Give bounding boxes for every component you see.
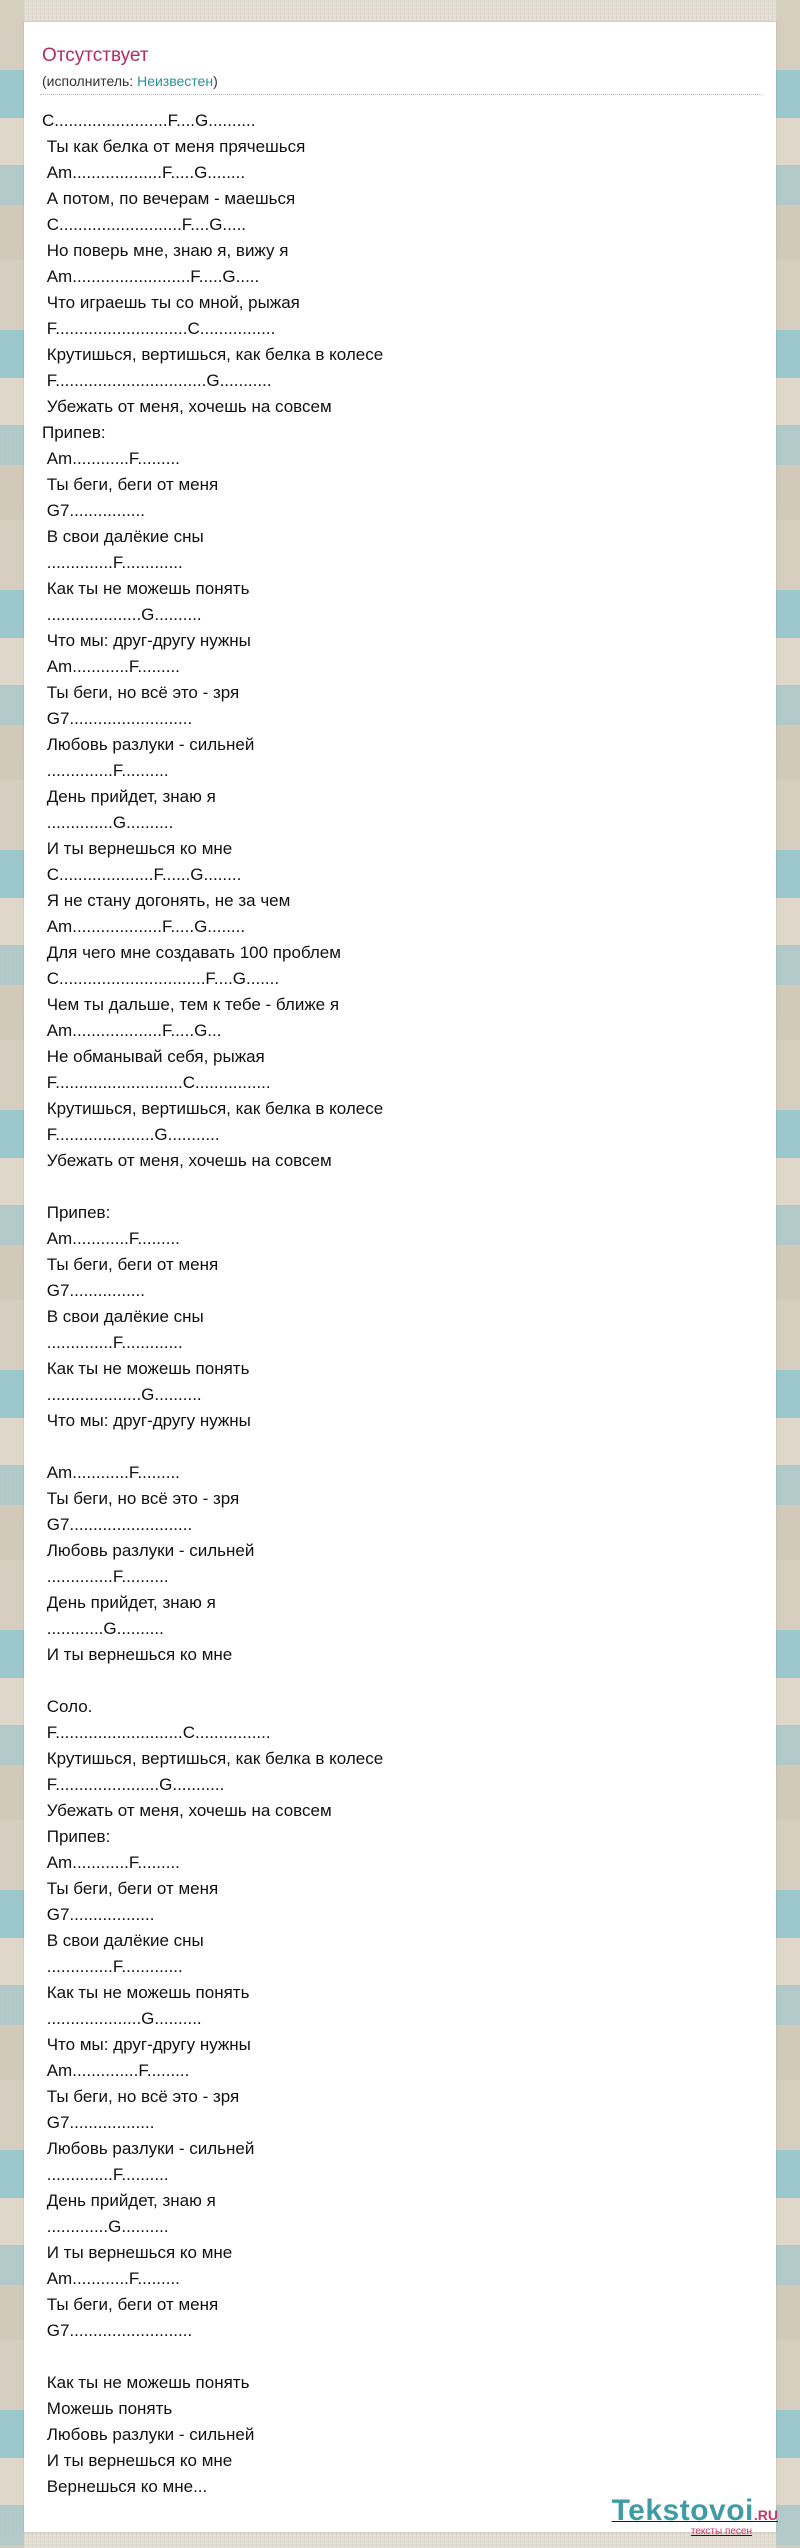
- lyric-line: Как ты не можешь понять: [42, 1359, 250, 1378]
- lyric-line: И ты вернешься ко мне: [42, 839, 233, 858]
- artist-suffix: ): [213, 73, 218, 89]
- lyric-line: Чем ты дальше, тем к тебе - ближе я: [42, 995, 340, 1014]
- lyric-line: ..............G..........: [42, 813, 174, 832]
- lyric-line: А потом, по вечерам - маешься: [42, 189, 296, 208]
- lyric-line: [42, 1434, 742, 1460]
- lyric-line: Любовь разлуки - сильней: [42, 1541, 255, 1560]
- lyric-line: Любовь разлуки - сильней: [42, 2425, 255, 2444]
- lyric-line: G7..........................: [42, 2321, 193, 2340]
- lyric-line: G7..................: [42, 2113, 155, 2132]
- lyric-line: F.....................G...........: [42, 1125, 220, 1144]
- lyric-line: F......................G...........: [42, 1775, 225, 1794]
- site-logo[interactable]: [612, 2496, 778, 2537]
- lyric-line: G7................: [42, 1281, 145, 1300]
- lyric-line: День прийдет, знаю я: [42, 787, 216, 806]
- lyric-line: Аm..............F.........: [42, 2061, 190, 2080]
- lyric-line: Аm...................F.....G........: [42, 917, 246, 936]
- background-stripe-right: [776, 0, 800, 2548]
- lyric-line: Убежать от меня, хочешь на совсем: [42, 397, 332, 416]
- lyric-line: Аm............F.........: [42, 2269, 180, 2288]
- lyric-line: День прийдет, знаю я: [42, 2191, 216, 2210]
- lyric-line: Что мы: друг-другу нужны: [42, 631, 251, 650]
- lyric-line: [42, 1174, 742, 1200]
- lyric-line: Аm............F.........: [42, 1229, 180, 1248]
- lyric-line: Ты беги, но всё это - зря: [42, 2087, 240, 2106]
- title-divider: [40, 94, 762, 95]
- lyric-line: F...........................С................: [42, 1073, 271, 1092]
- lyric-line: F...........................С................: [42, 1723, 271, 1742]
- lyric-line: Что мы: друг-другу нужны: [42, 1411, 251, 1430]
- lyric-line: Любовь разлуки - сильней: [42, 2139, 255, 2158]
- lyric-line: Аm............F.........: [42, 1463, 180, 1482]
- lyric-line: Припев:: [42, 1827, 111, 1846]
- lyric-line: Можешь понять: [42, 2399, 173, 2418]
- lyric-line: G7..........................: [42, 709, 193, 728]
- lyric-line: [42, 1668, 742, 1694]
- song-title: Отсутствует: [42, 45, 149, 66]
- lyric-line: ....................G..........: [42, 2009, 202, 2028]
- lyric-line: Крутишься, вертишься, как белка в колесе: [42, 345, 384, 364]
- lyric-line: Ты как белка от меня прячешься: [42, 137, 306, 156]
- lyric-line: В свои далёкие сны: [42, 1931, 204, 1950]
- lyric-line: Но поверь мне, знаю я, вижу я: [42, 241, 289, 260]
- lyric-line: Что играешь ты со мной, рыжая: [42, 293, 300, 312]
- lyric-line: ..............F.............: [42, 553, 183, 572]
- lyric-line: Не обманывай себя, рыжая: [42, 1047, 265, 1066]
- lyric-line: С........................F....G..........: [42, 111, 256, 130]
- lyric-line: ............G..........: [42, 1619, 164, 1638]
- lyric-line: С....................F......G........: [42, 865, 242, 884]
- lyric-line: Ты беги, но всё это - зря: [42, 1489, 240, 1508]
- lyric-line: Вернешься ко мне...: [42, 2477, 208, 2496]
- artist-prefix: (исполнитель:: [42, 73, 138, 89]
- logo-tld: .RU: [753, 2507, 778, 2523]
- lyric-line: Любовь разлуки - сильней: [42, 735, 255, 754]
- lyric-line: ..............F..........: [42, 2165, 169, 2184]
- lyric-line: Крутишься, вертишься, как белка в колесе: [42, 1749, 384, 1768]
- lyric-line: Ты беги, беги от меня: [42, 475, 219, 494]
- lyric-line: Убежать от меня, хочешь на совсем: [42, 1151, 332, 1170]
- lyric-line: ....................G..........: [42, 1385, 202, 1404]
- lyric-line: G7..........................: [42, 1515, 193, 1534]
- logo-tagline: тексты песен: [690, 2526, 752, 2537]
- lyric-line: Припев:: [42, 1203, 111, 1222]
- lyric-line: Ты беги, беги от меня: [42, 2295, 219, 2314]
- lyric-line: Убежать от меня, хочешь на совсем: [42, 1801, 332, 1820]
- lyric-line: ..............F..........: [42, 761, 169, 780]
- lyric-line: Ты беги, но всё это - зря: [42, 683, 240, 702]
- lyric-line: И ты вернешься ко мне: [42, 1645, 233, 1664]
- lyric-line: Ты беги, беги от меня: [42, 1255, 219, 1274]
- lyric-line: Крутишься, вертишься, как белка в колесе: [42, 1099, 384, 1118]
- lyric-line: Аm...................F.....G...: [42, 1021, 222, 1040]
- lyric-line: Как ты не можешь понять: [42, 1983, 250, 2002]
- lyric-line: В свои далёкие сны: [42, 1307, 204, 1326]
- lyric-line: Для чего мне создавать 100 проблем: [42, 943, 341, 962]
- lyric-line: G7..................: [42, 1905, 155, 1924]
- background-stripe-left: [0, 0, 24, 2548]
- lyric-line: День прийдет, знаю я: [42, 1593, 216, 1612]
- lyric-line: ....................G..........: [42, 605, 202, 624]
- lyric-line: Как ты не можешь понять: [42, 579, 250, 598]
- lyric-line: С...............................F....G.......: [42, 969, 280, 988]
- lyric-line: Ты беги, беги от меня: [42, 1879, 219, 1898]
- lyrics-body: [42, 108, 742, 2500]
- lyric-line: И ты вернешься ко мне: [42, 2243, 233, 2262]
- lyric-line: Что мы: друг-другу нужны: [42, 2035, 251, 2054]
- lyric-line: Соло.: [42, 1697, 93, 1716]
- lyric-line: Я не стану догонять, не за чем: [42, 891, 291, 910]
- lyric-line: Как ты не можешь понять: [42, 2373, 250, 2392]
- lyric-line: ..............F.............: [42, 1333, 183, 1352]
- lyric-line: F................................G...........: [42, 371, 272, 390]
- lyric-line: ..............F.............: [42, 1957, 183, 1976]
- artist-line: [42, 72, 218, 90]
- lyric-line: Аm............F.........: [42, 449, 180, 468]
- lyric-line: И ты вернешься ко мне: [42, 2451, 233, 2470]
- lyrics-sheet: [24, 22, 776, 2532]
- lyric-line: [42, 2344, 742, 2370]
- lyric-line: Аm............F.........: [42, 1853, 180, 1872]
- lyric-line: G7................: [42, 501, 145, 520]
- lyric-line: В свои далёкие сны: [42, 527, 204, 546]
- lyric-line: Аm.........................F.....G.....: [42, 267, 260, 286]
- lyric-line: .............G..........: [42, 2217, 169, 2236]
- lyric-line: Аm...................F.....G........: [42, 163, 246, 182]
- lyric-line: Припев:: [42, 423, 106, 442]
- lyric-line: ..............F..........: [42, 1567, 169, 1586]
- lyric-line: F............................С................: [42, 319, 276, 338]
- lyric-line: С..........................F....G.....: [42, 215, 247, 234]
- logo-name: Tekstovoi: [611, 2494, 754, 2527]
- artist-link[interactable]: Неизвестен: [137, 73, 214, 89]
- lyric-line: Аm............F.........: [42, 657, 180, 676]
